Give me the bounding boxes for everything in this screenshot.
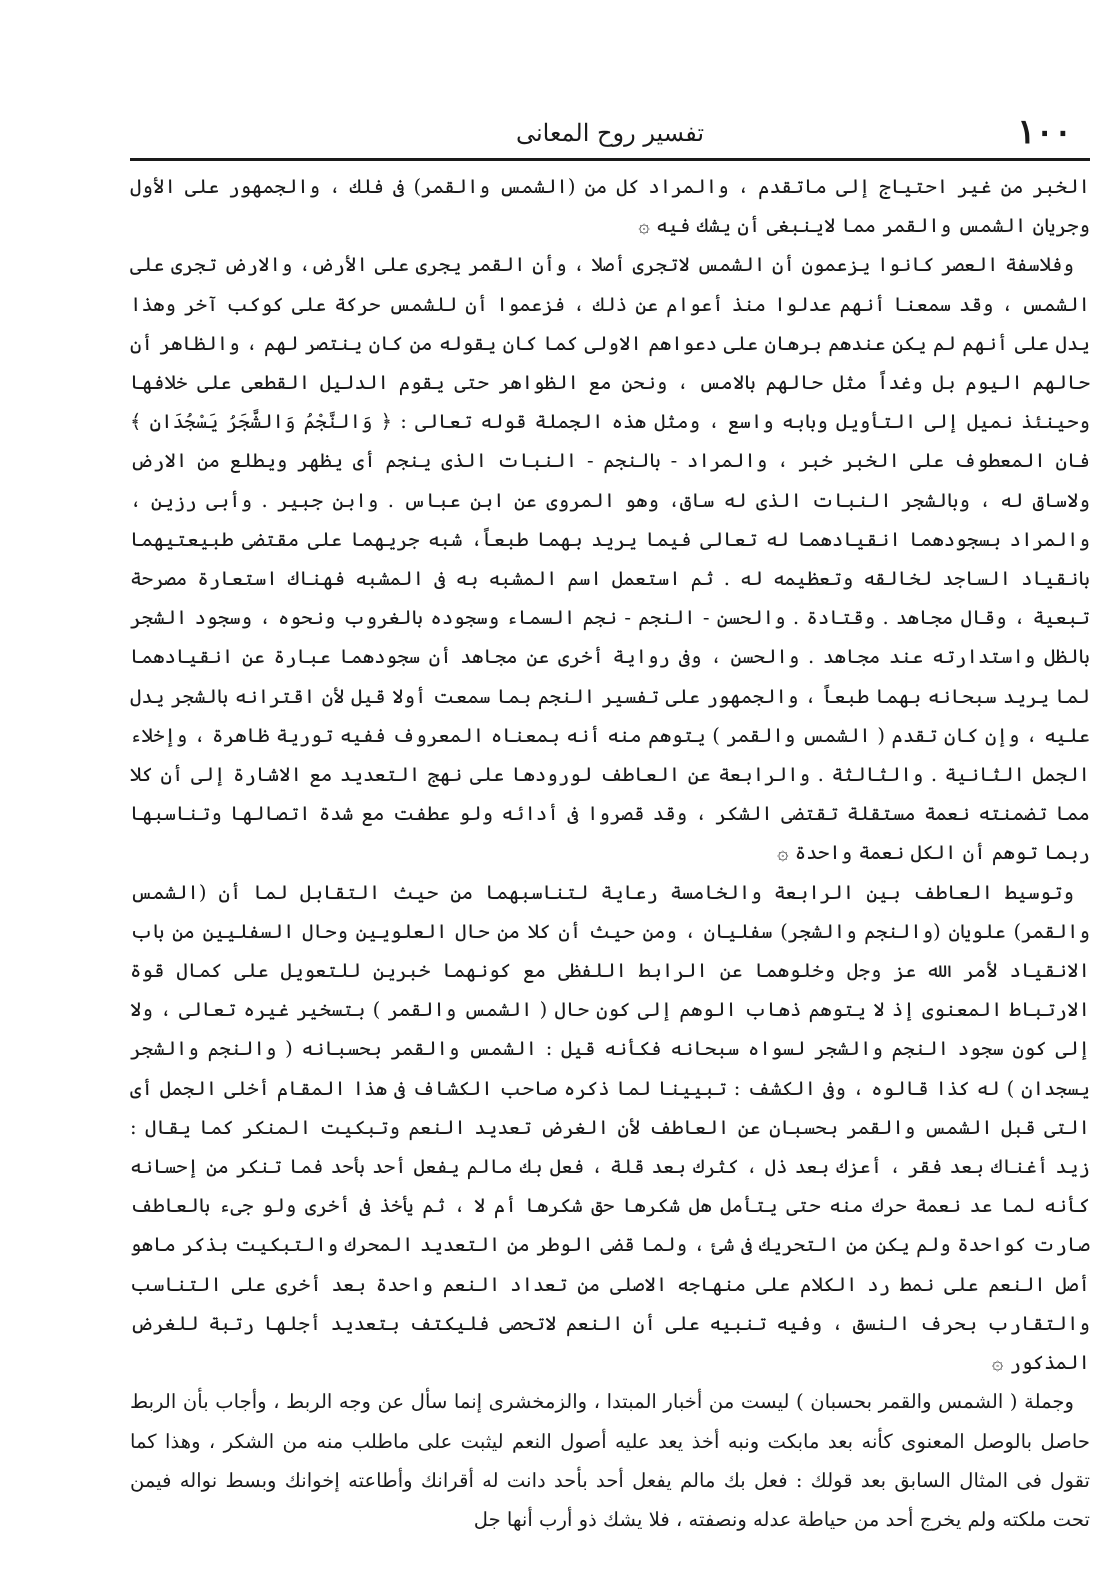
header-rule — [130, 158, 1090, 161]
paragraph-4: وجملة ( الشمس والقمر بحسبان ) ليست من أخبار المبتدا ، والزمخشرى إنما سأل عن وجه الربط ، وأجاب بأن الربط حاصل بالوصل المعنوى كأنه بعد مابكت ونبه أخذ يعد عليه أصول النعم ليثبت على ماطلب منه من الشكر ، وهذا كما تقول فى المثال السابق بعد قولك : فعل بك مالم يفعل أحد بأحد دانت له أقرانك وأطاعته إخوانك وبسط نواله فيمن تحت ملكته ولم يخرج أحد من حياطة عدله ونصفته ، فلا يشك ذو أرب أنها جل — [130, 1390, 1090, 1531]
running-title: تفسير روح المعانى — [515, 119, 705, 147]
document-page — [130, 112, 1090, 1572]
paragraph-1: الخبر من غير احتياج إلى ماتقدم ، والمراد كل من (الشمس والقمر) فى فلك ، والجمهور على الأول وجريان الشمس والقمر مما لاينبغى أن يشك فيه ۞ — [130, 175, 1090, 238]
body-text — [130, 167, 1090, 1539]
paragraph-3: وتوسيط العاطف بين الرابعة والخامسة رعاية لتناسبهما من حيث التقابل لما أن (الشمس والقمر) علويان (والنجم والشجر) سفليان ، ومن حيث أن كلا من حال العلويين وحال السفليين من باب الانقياد لأمر الله عز وجل وخلوهما عن الرابط اللفظى مع كونهما خبرين للتعويل على كمال قوة الارتباط المعنوى إذ لا يتوهم ذهاب الوهم إلى كون حال ( الشمس والقمر ) بتسخير غيره تعالى ، ولا إلى كون سجود النجم والشجر لسواه سبحانه فكأنه قيل : الشمس والقمر بحسبانه ( والنجم والشجر يسجدان ) له كذا قالوه ، وفى الكشف : تبيينا لما ذكره صاحب الكشاف فى هذا المقام أخلى الجمل أى التى قبل الشمس والقمر بحسبان عن العاطف لأن الغرض تعديد النعم وتبكيت المنكر كما يقال : زيد أغناك بعد فقر ، أعزك بعد ذل ، كثرك بعد قلة ، فعل بك مالم يفعل أحد بأحد فما تنكر من إحسانه كأنه لما عد نعمة حرك منه حتى يتأمل هل شكرها حق شكرها أم لا ، ثم يأخذ فى أخرى ولو جىء بالعاطف صارت كواحدة ولم يكن من التحريك فى شئ ، ولما قضى الوطر من التعديد المحرك والتبكيت بذكر ماهو أصل النعم على نمط رد الكلام على منهاجه الاصلى من تعداد النعم واحدة بعد أخرى على التناسب والتقارب بحرف النسق ، وفيه تنبيه على أن النعم لاتحصى فليكتف بتعديد أجلها رتبة للغرض المذكور ۞ — [130, 880, 1090, 1375]
page-number: ١٠٠ — [1017, 112, 1072, 152]
page-header — [130, 112, 1090, 156]
paragraph-2: وفلاسفة العصر كانوا يزعمون أن الشمس لاتجرى أصلا ، وأن القمر يجرى على الأرض، والارض تجرى على الشمس ، وقد سمعنا أنهم عدلوا منذ أعوام عن ذلك ، فزعموا أن للشمس حركة على كوكب آخر وهذا يدل على أنهم لم يكن عندهم برهان على دعواهم الاولى كما كان يقوله من كان ينتصر لهم ، والظاهر أن حالهم اليوم بل وغداً مثل حالهم بالامس ، ونحن مع الظواهر حتى يقوم الدليل القطعى على خلافها وحينئذ نميل إلى التأويل وبابه واسع ، ومثل هذه الجملة قوله تعالى : ﴿ وَالنَّجْمُ وَالشَّجَرُ يَسْجُدَانِ ﴾ فان المعطوف على الخبر خبر ، والمراد - بالنجم - النبات الذى ينجم أى يظهر ويطلع من الارض ولاساق له ، وبالشجر النبات الذى له ساق، وهو المروى عن ابن عباس . وابن جبير . وأبى رزين ، والمراد بسجودهما انقيادهما له تعالى فيما يريد بهما طبعاً، شبه جريهما على مقتضى طبيعتيهما بانقياد الساجد لخالقه وتعظيمه له . ثم استعمل اسم المشبه به فى المشبه فهناك استعارة مصرحة تبعية ، وقال مجاهد . وقتادة . والحسن - النجم - نجم السماء وسجوده بالغروب ونحوه ، وسجود الشجر بالظل واستدارته عند مجاهد . والحسن ، وفى رواية أخرى عن مجاهد أن سجودهما عبارة عن انقيادهما لما يريد سبحانه بهما طبعاً ، والجمهور على تفسير النجم بما سمعت أولا قيل لأن اقترانه بالشجر يدل عليه ، وإن كان تقدم ( الشمس والقمر ) يتوهم منه أنه بمعناه المعروف ففيه تورية ظاهرة ، وإخلاء الجمل الثانية . والثالثة . والرابعة عن العاطف لورودها على نهج التعديد مع الاشارة إلى أن كلا مما تضمنته نعمة مستقلة تقتضى الشكر ، وقد قصروا فى أدائه ولو عطفت مع شدة اتصالها وتناسبها ربما توهم أن الكل نعمة واحدة ۞ — [130, 253, 1090, 865]
